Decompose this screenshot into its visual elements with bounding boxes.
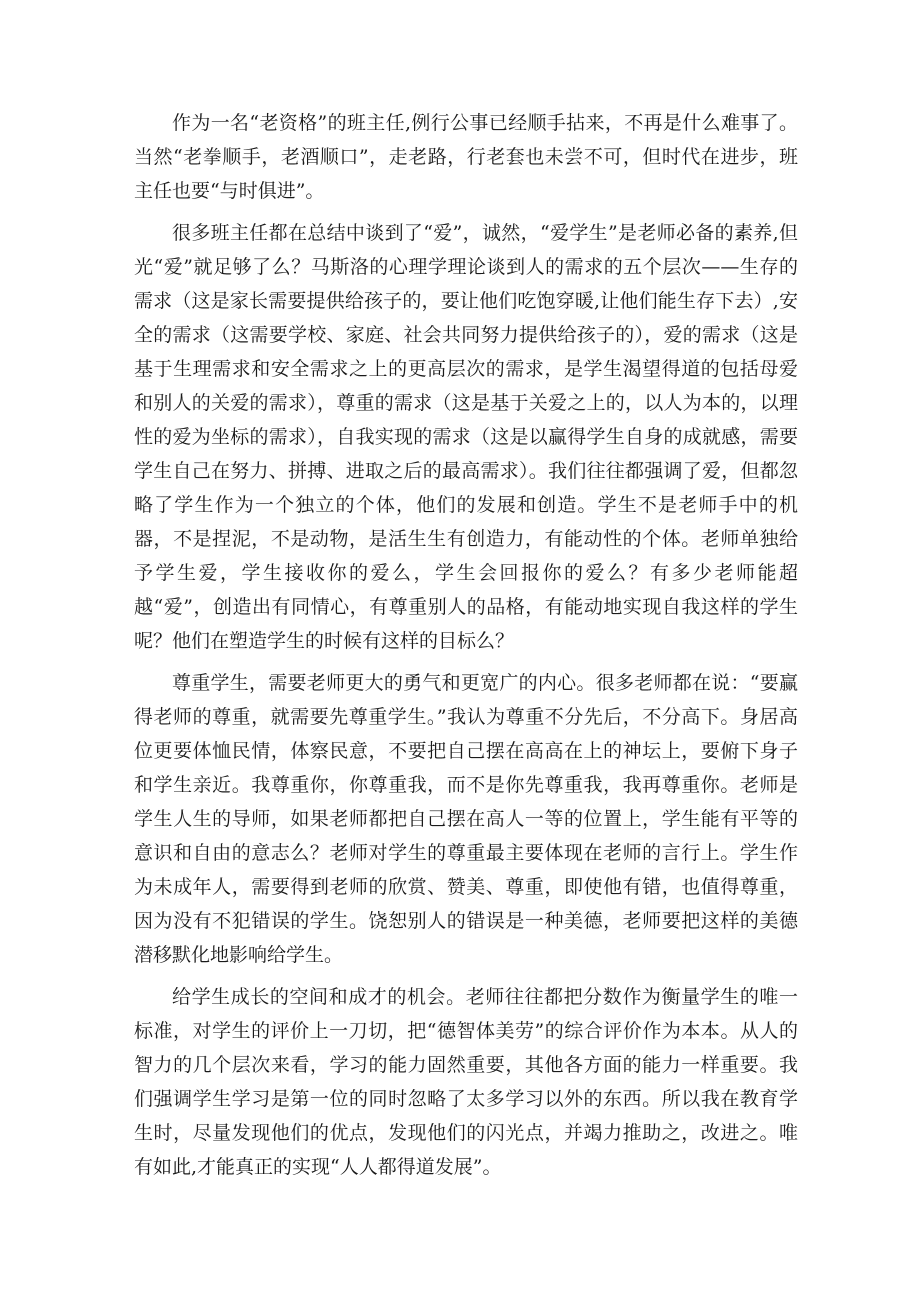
paragraph-2: 很多班主任都在总结中谈到了“爱”，诚然，“爱学生”是老师必备的素养,但光“爱”就足够了么？马斯洛的心理学理论谈到人的需求的五个层次——生存的需求（这是家长需要提供给孩子的，要让他们吃饱穿暖,让他们能生存下去）,安全的需求（这需要学校、家庭、社会共同努力提供给孩子的），爱的需求（这是基于生理需求和安全需求之上的更高层次的需求，是学生渴望得道的包括母爱和别人的关爱的需求），尊重的需求（这是基于关爱之上的，以人为本的，以理性的爱为坐标的需求），自我实现的需求（这是以赢得学生自身的成就感，需要学生自己在努力、拼搏、进取之后的最高需求）。我们往往都强调了爱，但都忽略了学生作为一个独立的个体，他们的发展和创造。学生不是老师手中的机器，不是捏泥，不是动物，是活生生有创造力，有能动性的个体。老师单独给予学生爱，学生接收你的爱么，学生会回报你的爱么？有多少老师能超越“爱”，创造出有同情心，有尊重别人的品格，有能动地实现自我这样的学生呢？他们在塑造学生的时候有这样的目标么？: [134, 222, 798, 652]
paragraph-3: 尊重学生，需要老师更大的勇气和更宽广的内心。很多老师都在说：“要赢得老师的尊重，就需要先尊重学生。”我认为尊重不分先后，不分高下。身居高位更要体恤民情，体察民意，不要把自己摆在高高在上的神坛上，要俯下身子和学生亲近。我尊重你，你尊重我，而不是你先尊重我，我再尊重你。老师是学生人生的导师，如果老师都把自己摆在高人一等的位置上，学生能有平等的意识和自由的意志么？老师对学生的尊重最主要体现在老师的言行上。学生作为未成年人，需要得到老师的欣赏、赞美、尊重，即使他有错，也值得尊重，因为没有不犯错误的学生。饶恕别人的错误是一种美德，老师要把这样的美德潜移默化地影响给学生。: [134, 672, 798, 966]
paragraph-1: 作为一名“老资格”的班主任,例行公事已经顺手拈来，不再是什么难事了。当然“老拳顺手，老酒顺口”，走老路，行老套也未尝不可，但时代在进步，班主任也要“与时俱进”。: [134, 112, 798, 202]
paragraph-4: 给学生成长的空间和成才的机会。老师往往都把分数作为衡量学生的唯一标准，对学生的评价上一刀切，把“德智体美劳”的综合评价作为本本。从人的智力的几个层次来看，学习的能力固然重要，其他各方面的能力一样重要。我们强调学生学习是第一位的同时忽略了太多学习以外的东西。所以我在教育学生时，尽量发现他们的优点，发现他们的闪光点，并竭力推助之，改进之。唯有如此,才能真正的实现“人人都得道发展”。: [134, 986, 798, 1178]
document-body: [134, 106, 798, 1192]
